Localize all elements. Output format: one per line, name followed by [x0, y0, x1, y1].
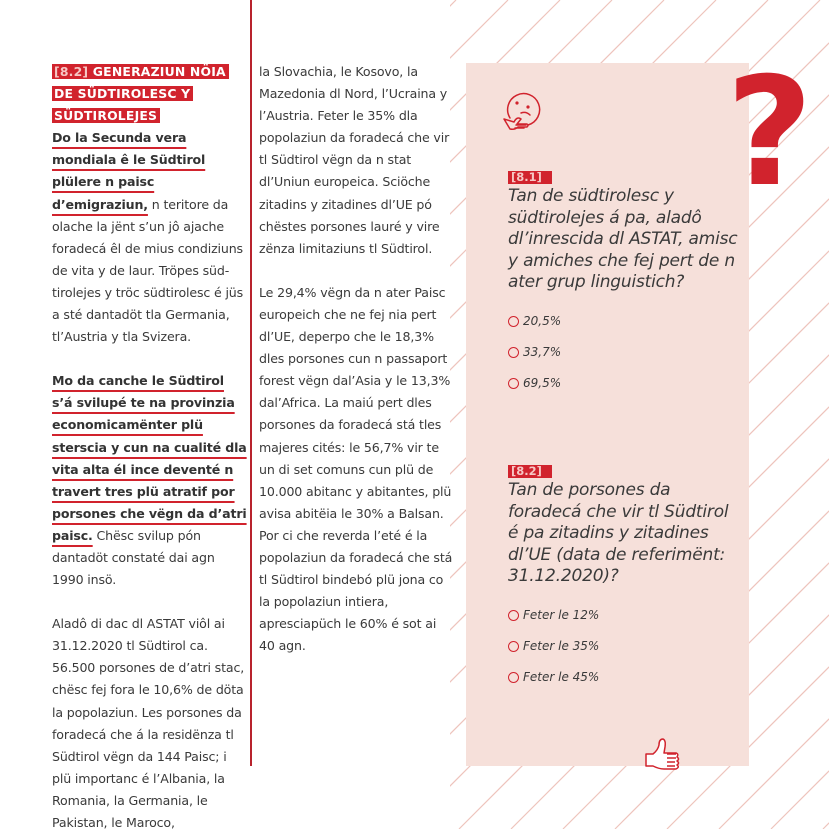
- radio-button[interactable]: [508, 641, 519, 652]
- answer-option[interactable]: [508, 368, 738, 399]
- paragraph-5: Le 29,4% vëgn da n ater Paisc europeich che ne fej nia pert dl’UE, deperpo che le 18,3% dles porsones cun n passaport forest vëgn dal’Asia y le 13,3% dal’Africa. La maiú pert dles porsones da foradecá stá tles majeres cités: le 56,7% vir te un di set comuns cun plü de 10.000 abitanc y abitantes, plü avisa abitëia le 30% a Balsan. Por ci che reverda l’eté é la popolaziun da foradecá che stá tl Südtirol bindebó plü jona co la popolaziun intiera, apresciapüch le 60% é sot ai 40 agn.: [259, 284, 453, 654]
- paragraph-4: la Slovachia, le Kosovo, la Mazedonia dl Nord, l’Ucraina y l’Austria. Feter le 35% dla popolaziun da foradecá che vir tl Südtirol vëgn da n stat dl’Uniun europeica. Sciöche zitadins y zitadines dl’UE pó chëstes porsones lauré y vire zënza limitaziuns tl Südtirol.: [259, 64, 450, 256]
- option-label: 20,5%: [523, 314, 562, 329]
- section-heading: [52, 61, 248, 127]
- stripe-line: [823, 0, 829, 829]
- question-text: Tan de porsones da foradecá che vir tl Südtirol é pa zitadins y zitadines dl’UE (data de referimënt: 31.12.2020)?: [508, 480, 729, 587]
- paragraph-2-lead: Mo da canche le Südtirol s’á svilupé te na provinzia economicamënter plü sterscia y cun na cualité dla vita alta él ince deventé n travert tres plü atratif por porsones che vëgn da d’atri paisc.: [52, 373, 247, 543]
- question-mark-icon: ?: [726, 46, 814, 220]
- radio-button[interactable]: [508, 378, 519, 389]
- radio-button[interactable]: [508, 347, 519, 358]
- column-divider: [250, 0, 252, 766]
- radio-button[interactable]: [508, 316, 519, 327]
- question-text: Tan de südtirolesc y südtirolejes á pa, aladô dl’inrescida dl ASTAT, amisc y amiches che fej pert de n ater grup linguistich?: [508, 186, 738, 293]
- option-label: Feter le 45%: [523, 670, 600, 685]
- answer-option[interactable]: [508, 662, 738, 693]
- paragraph-1-body: n teritore da olache la jënt s’un jô ajache foradecá êl de mius condiziuns de vita y de laur. Tröpes süd-tirolejes y tröc südtirolesc é jüs a sté dantadöt tla Germania, tl’Austria y tla Svizera.: [52, 196, 244, 345]
- option-label: Feter le 12%: [523, 608, 600, 623]
- question-tag: [8.1]: [508, 171, 552, 184]
- middle-column: [259, 61, 453, 657]
- option-label: 33,7%: [523, 345, 562, 360]
- quiz-question-1: [508, 166, 738, 399]
- answer-option[interactable]: [508, 306, 738, 337]
- paragraph-3: Aladô di dac dl ASTAT viôl ai 31.12.2020 tl Südtirol ca. 56.500 porsones de d’atri stac, chësc fej fora le 10,6% de döta la popolaziun. Les porsones da foradecá che á la residënza tl Südtirol vëgn da 144 Paisc; i plü importanc é l’Albania, la Romania, la Germania, le Pakistan, le Maroco,: [52, 616, 245, 830]
- radio-button[interactable]: [508, 672, 519, 683]
- answer-option[interactable]: [508, 337, 738, 368]
- thumbs-up-icon: [644, 737, 686, 779]
- quiz-question-2: [508, 460, 738, 693]
- paragraph-2-body: Chësc svilup pón dantadöt constaté dai agn 1990 insö.: [52, 527, 215, 588]
- radio-button[interactable]: [508, 610, 519, 621]
- option-label: 69,5%: [523, 376, 562, 391]
- answer-option[interactable]: [508, 600, 738, 631]
- thinking-face-icon: [501, 89, 543, 131]
- question-tag: [8.2]: [508, 465, 552, 478]
- heading-tag: [8.2]: [54, 64, 89, 79]
- paragraph-1: [52, 127, 248, 348]
- answer-option[interactable]: [508, 631, 738, 662]
- paragraph-2: [52, 370, 248, 591]
- left-column: [52, 61, 248, 834]
- heading-text: GENERAZIUN NÖIA DE SÜDTIROLESC Y SÜDTIROLEJES: [54, 64, 226, 124]
- paragraph-1-lead: Do la Secunda vera mondiala ê le Südtirol plülere n paisc d’emigraziun,: [52, 130, 206, 212]
- option-label: Feter le 35%: [523, 639, 600, 654]
